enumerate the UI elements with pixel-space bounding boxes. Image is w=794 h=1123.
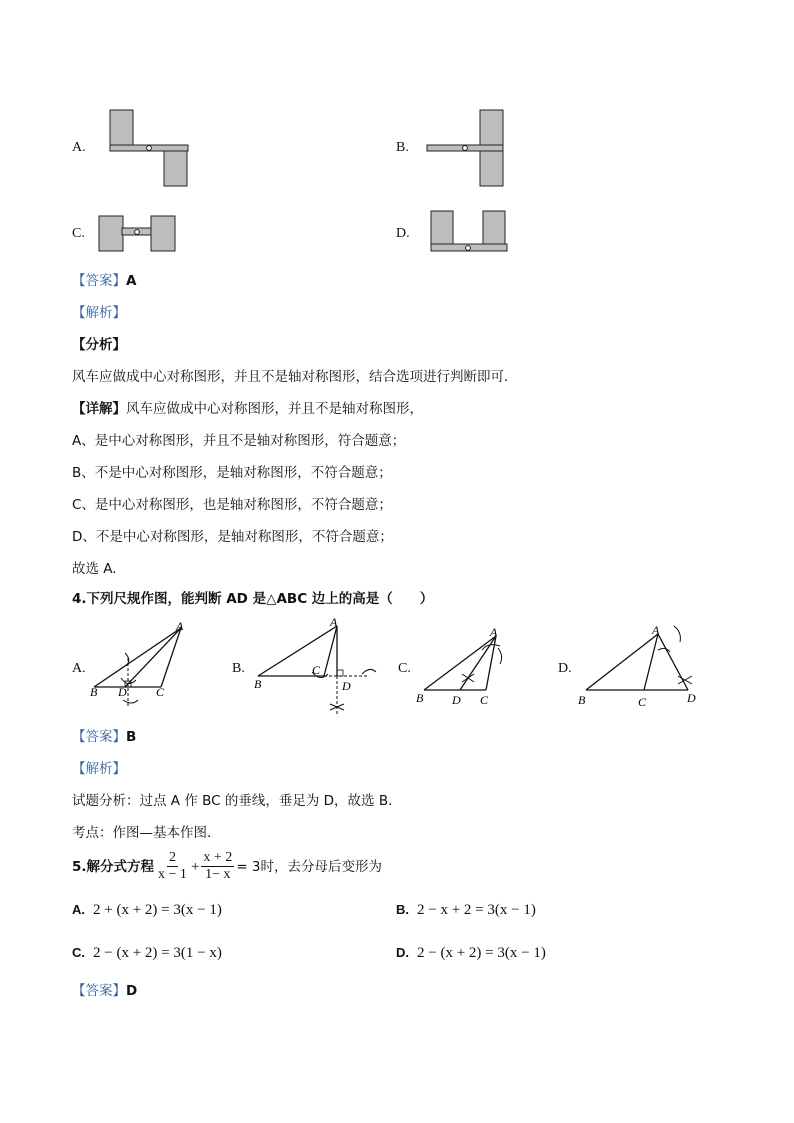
q3-option-b-label: B.	[396, 140, 409, 155]
point-c: C	[156, 685, 165, 699]
q3-option-a-label: A.	[72, 140, 86, 155]
q3-fenxi-text: 风车应做成中心对称图形，并且不是轴对称图形，结合选项进行判断即可．	[72, 369, 518, 385]
q4-option-c-figure	[410, 624, 510, 708]
q3-option-d-figure	[429, 209, 511, 255]
q3-line-b: B、不是中心对称图形，是轴对称图形，不符合题意；	[72, 465, 392, 481]
fraction-2-denominator: 1− x	[205, 867, 231, 882]
answer-tag: 【答案】	[72, 983, 126, 999]
q4-analysis: 试题分析：过点 A 作 BC 的垂线，垂足为 D，故选 B．	[72, 793, 402, 809]
point-b: B	[578, 693, 586, 707]
q3-conclusion: 故选 A.	[72, 561, 117, 577]
q5-prefix: 5.解分式方程	[72, 858, 155, 875]
option-expression: 2 − (x + 2) = 3(x − 1)	[417, 945, 546, 961]
q5-rhs: = 3时，去分母后变形为	[236, 858, 383, 875]
q3-line-d: D、不是中心对称图形，是轴对称图形，不符合题意；	[72, 529, 393, 545]
answer-value: B	[126, 729, 137, 745]
q4-jiexi-tag: 【解析】	[72, 761, 126, 777]
point-b: B	[90, 685, 98, 699]
option-label: B.	[396, 902, 409, 917]
point-d: D	[118, 685, 127, 699]
q3-line-c: C、是中心对称图形，也是轴对称图形，不符合题意；	[72, 497, 392, 513]
detail-text: 风车应做成中心对称图形，并且不是轴对称图形，	[126, 401, 423, 417]
detail-tag: 【详解】	[72, 401, 126, 417]
point-a: A	[490, 625, 498, 639]
answer-tag: 【答案】	[72, 273, 126, 289]
point-a: A	[330, 615, 338, 629]
q3-detail-line	[72, 400, 423, 418]
option-expression: 2 − x + 2 = 3(x − 1)	[417, 902, 536, 918]
q3-jiexi-tag: 【解析】	[72, 305, 126, 321]
answer-tag: 【答案】	[72, 729, 126, 745]
q5-option-b	[396, 901, 536, 919]
q4-option-b-figure	[250, 614, 380, 718]
q5-title	[72, 850, 382, 883]
q4-option-a-label: A.	[72, 661, 86, 676]
plus-sign: +	[190, 858, 200, 875]
q5-option-a	[72, 901, 222, 919]
option-label: A.	[72, 902, 85, 917]
point-a: A	[176, 619, 184, 633]
option-label: D.	[396, 945, 409, 960]
q4-option-b-label: B.	[232, 661, 245, 676]
point-c: C	[312, 663, 321, 677]
fraction-2-numerator: x + 2	[203, 850, 233, 865]
q4-option-d-label: D.	[558, 661, 572, 676]
point-d: D	[687, 691, 696, 705]
q3-option-b-figure	[425, 108, 507, 188]
q5-option-c	[72, 944, 222, 962]
point-d: D	[342, 679, 351, 693]
point-c: C	[638, 695, 647, 709]
q4-option-d-figure	[574, 620, 704, 712]
q5-option-d	[396, 944, 546, 962]
q3-fenxi-tag: 【分析】	[72, 337, 126, 353]
option-label: C.	[72, 945, 85, 960]
q4-kaodian: 考点：作图—基本作图．	[72, 825, 221, 841]
point-b: B	[416, 691, 424, 705]
q4-title: 4.下列尺规作图，能判断 AD 是△ABC 边上的高是（ ）	[72, 591, 434, 607]
fraction-1-numerator: 2	[168, 850, 176, 865]
point-c: C	[480, 693, 489, 707]
fraction-1-denominator: x − 1	[158, 867, 187, 882]
fraction-1	[156, 850, 189, 883]
q3-line-a: A、是中心对称图形，并且不是轴对称图形，符合题意；	[72, 433, 406, 449]
q4-option-c-label: C.	[398, 661, 411, 676]
answer-value: D	[126, 983, 138, 999]
q5-answer-line	[72, 982, 137, 1000]
point-b: B	[254, 677, 262, 691]
answer-value: A	[126, 273, 137, 289]
q3-answer-line	[72, 272, 136, 290]
q4-option-a-figure	[88, 618, 188, 714]
q3-option-c-label: C.	[72, 226, 85, 241]
option-expression: 2 + (x + 2) = 3(x − 1)	[93, 902, 222, 918]
q3-option-c-figure	[97, 214, 179, 254]
q3-option-a-figure	[108, 108, 190, 188]
q4-answer-line	[72, 728, 136, 746]
option-expression: 2 − (x + 2) = 3(1 − x)	[93, 945, 222, 961]
point-a: A	[652, 623, 660, 637]
point-d: D	[452, 693, 461, 707]
fraction-2	[201, 850, 234, 883]
q3-option-d-label: D.	[396, 226, 410, 241]
